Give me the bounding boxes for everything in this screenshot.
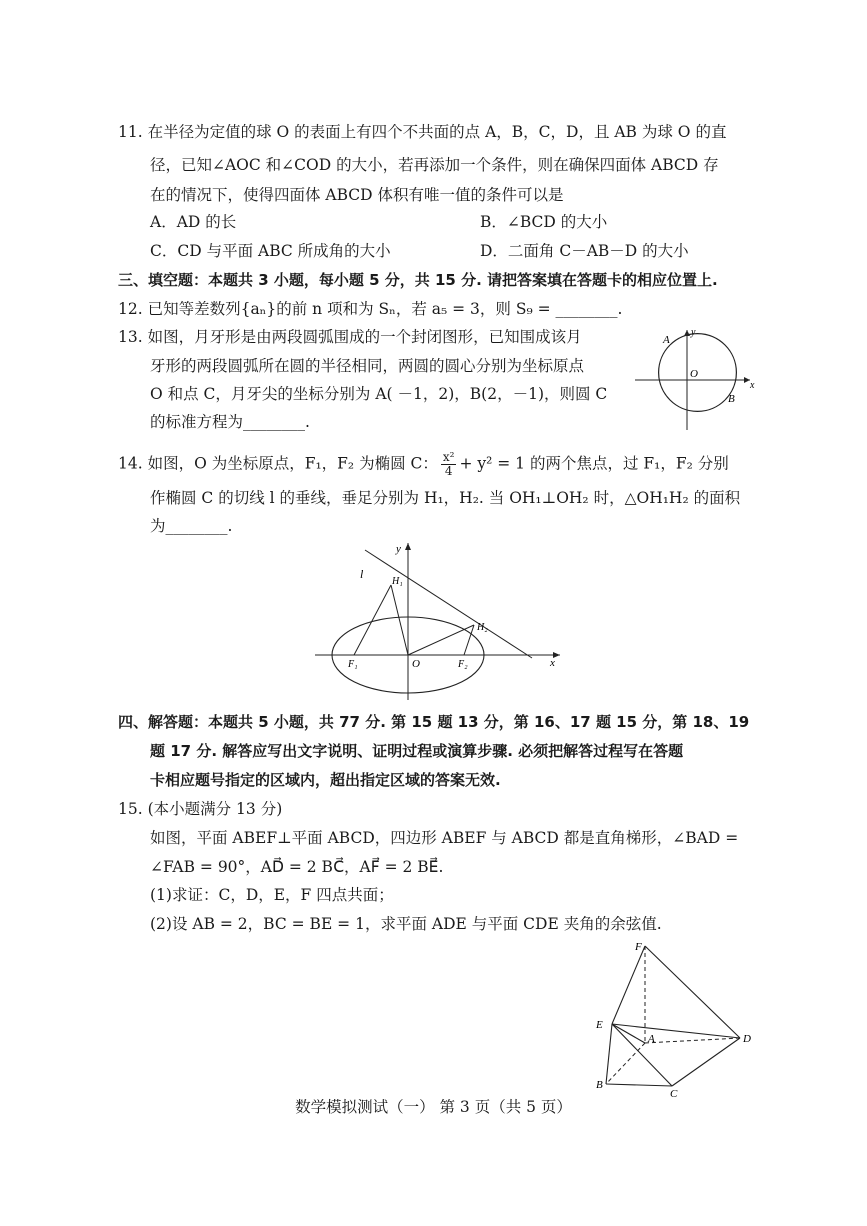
q13-crescent-figure xyxy=(630,325,760,435)
q15-line-1: 如图，平面 ABEF⊥平面 ABCD，四边形 ABEF 与 ABCD 都是直角梯形，∠BAD = xyxy=(150,829,739,847)
q15-part-2: (2)设 AB = 2，BC = BE = 1，求平面 ADE 与平面 CDE 夹角的余弦值. xyxy=(150,915,662,933)
q15-label-a: A xyxy=(648,1033,655,1045)
q14-ellipse-figure xyxy=(310,538,570,703)
q15-solid-figure xyxy=(590,938,760,1098)
q14-label-o: O xyxy=(412,658,420,670)
q13-label-y: y xyxy=(691,327,696,338)
q14-tangent-line xyxy=(365,550,532,658)
q15-edge-cd xyxy=(672,1038,740,1086)
q15-label-c: C xyxy=(670,1088,678,1100)
q13-label-o: O xyxy=(690,368,698,380)
q14-line-1-start: 14. 如图，O 为坐标原点，F₁，F₂ 为椭圆 C： xyxy=(118,454,438,473)
q12-text: 12. 已知等差数列{aₙ}的前 n 项和为 Sₙ，若 a₅ = 3，则 S₉ = ________. xyxy=(118,300,623,318)
q15-edge-ad xyxy=(645,1038,740,1043)
q11-line-1: 11. 在半径为定值的球 O 的表面上有四个不共面的点 A，B，C，D，且 AB 为球 O 的直 xyxy=(118,123,727,141)
section-4-line-3: 卡相应题号指定的区域内，超出指定区域的答案无效. xyxy=(150,771,501,789)
q13-line-4: 的标准方程为________. xyxy=(150,413,310,431)
section-3-heading: 三、填空题：本题共 3 小题，每小题 5 分，共 15 分. 请把答案填在答题卡的相应位置上. xyxy=(118,271,718,289)
q14-f2-h2 xyxy=(464,625,474,655)
q15-heading: 15. (本小题满分 13 分) xyxy=(118,800,283,818)
q11-line-2: 径，已知∠AOC 和∠COD 的大小，若再添加一个条件，则在确保四面体 ABCD 存 xyxy=(150,156,719,174)
q14-o-h1 xyxy=(391,585,408,655)
q13-label-a: A xyxy=(663,334,670,346)
q14-fraction-denominator: 4 xyxy=(444,464,453,479)
q14-line-1-end: + y² = 1 的两个焦点，过 F₁，F₂ 分别 xyxy=(459,454,729,473)
q11-option-c: C．CD 与平面 ABC 所成角的大小 xyxy=(150,242,391,260)
q15-label-e: E xyxy=(596,1019,603,1031)
q15-edge-fe xyxy=(612,946,645,1024)
q13-line-3: O 和点 C，月牙尖的坐标分别为 A( －1，2)，B(2，－1)，则圆 C xyxy=(150,385,608,403)
q15-edge-ab xyxy=(606,1043,645,1084)
q14-fraction xyxy=(441,451,457,478)
q14-o-h2 xyxy=(408,625,474,655)
q14-label-x: x xyxy=(550,657,555,669)
q14-y-arrow xyxy=(405,543,411,550)
q13-label-x: x xyxy=(750,380,755,391)
section-4-line-2: 题 17 分. 解答应写出文字说明、证明过程或演算步骤. 必须把解答过程写在答题 xyxy=(150,742,684,760)
q11-option-b: B．∠BCD 的大小 xyxy=(480,213,608,231)
q13-line-1: 13. 如图，月牙形是由两段圆弧围成的一个封闭图形，已知围成该月 xyxy=(118,328,582,346)
q14-label-h2: H₂ xyxy=(477,622,488,633)
q14-label-f1: F₁ xyxy=(348,659,358,670)
q14-label-l: l xyxy=(360,567,364,581)
q14-label-h1: H₁ xyxy=(392,576,403,587)
q15-line-2: ∠FAB = 90°，AD⃗ = 2 BC⃗，AF⃗ = 2 BE⃗. xyxy=(150,858,444,876)
q13-line-2: 牙形的两段圆弧所在圆的半径相同，两圆的圆心分别为坐标原点 xyxy=(150,357,585,375)
q14-fraction-numerator: x² xyxy=(442,450,455,464)
q14-f1-h1 xyxy=(354,585,391,655)
q15-label-b: B xyxy=(596,1079,603,1091)
q15-edge-ed xyxy=(612,1024,740,1038)
q11-line-3: 在的情况下，使得四面体 ABCD 体积有唯一值的条件可以是 xyxy=(150,186,564,204)
q11-option-a: A．AD 的长 xyxy=(150,213,237,231)
q15-edge-eb xyxy=(606,1024,612,1084)
q14-line-1 xyxy=(118,451,729,478)
page-footer: 数学模拟测试（一） 第 3 页（共 5 页） xyxy=(295,1098,572,1116)
q13-arc-inner xyxy=(670,334,736,400)
q14-label-f2: F₂ xyxy=(458,659,468,670)
q15-label-f: F xyxy=(635,941,642,953)
q15-edge-fd xyxy=(645,946,740,1038)
section-4-line-1: 四、解答题：本题共 5 小题，共 77 分. 第 15 题 13 分，第 16、17 题 15 分，第 18、19 xyxy=(118,713,750,731)
q14-line-3: 为________. xyxy=(150,517,233,535)
q15-label-d: D xyxy=(743,1033,751,1045)
q15-edge-bc xyxy=(606,1084,672,1086)
q11-option-d: D．二面角 C－AB－D 的大小 xyxy=(480,242,689,260)
q14-label-y: y xyxy=(396,543,401,555)
q14-line-2: 作椭圆 C 的切线 l 的垂线，垂足分别为 H₁，H₂. 当 OH₁⊥OH₂ 时，△OH₁H₂ 的面积 xyxy=(150,489,741,507)
q15-edge-ec xyxy=(612,1024,672,1086)
q13-label-b: B xyxy=(728,393,735,405)
q15-part-1: (1)求证：C，D，E，F 四点共面； xyxy=(150,886,394,904)
